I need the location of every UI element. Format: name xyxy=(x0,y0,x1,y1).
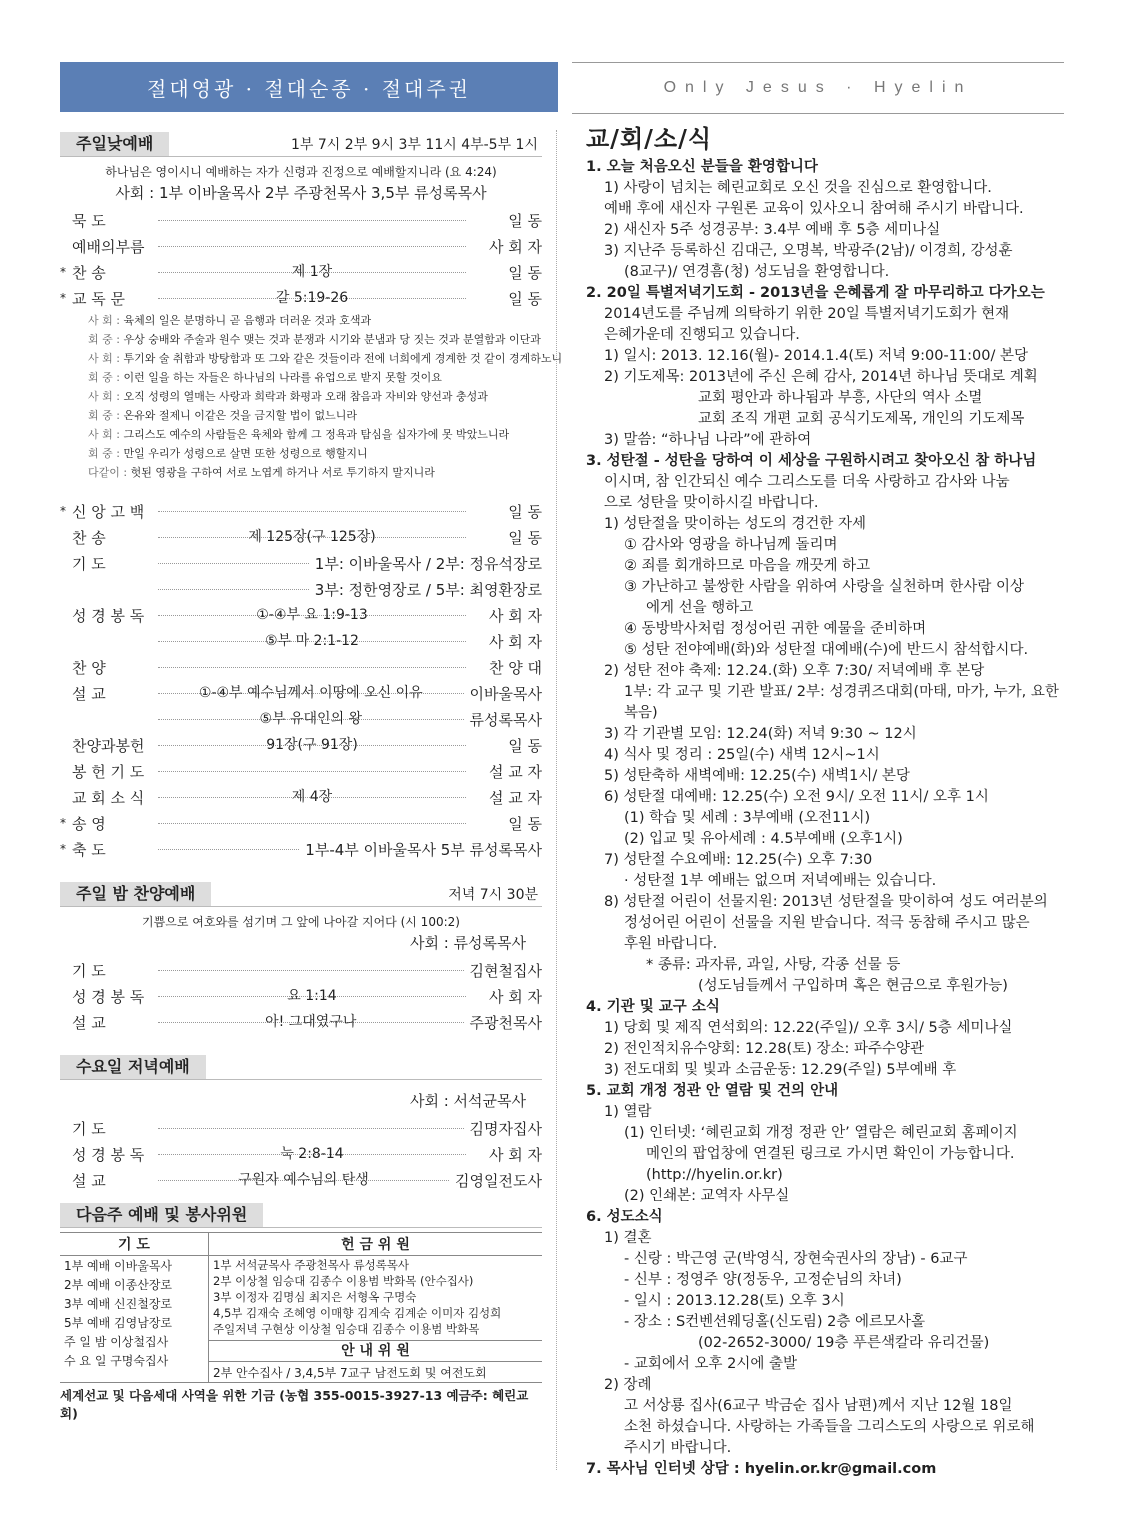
order-person: 사 회 자 xyxy=(488,237,542,256)
dotted-leader xyxy=(158,290,466,306)
news-line: (2) 입교 및 유아세례 : 4.5부예배 (오후1시) xyxy=(624,831,903,847)
news-line: 주시기 바랍니다. xyxy=(624,1440,732,1456)
news-line: 으로 성탄을 맞이하시길 바랍니다. xyxy=(604,495,819,511)
response-text: 그리스도 예수의 사람들은 육체와 함께 그 정욕과 탐심을 십자가에 못 박았느니라 xyxy=(123,428,510,441)
response-line xyxy=(88,368,542,387)
response-line xyxy=(88,387,542,406)
news-line: ④ 동방박사처럼 정성어린 귀한 예물을 준비하며 xyxy=(624,621,927,637)
order-name: 찬 양 xyxy=(72,658,106,677)
order-person: 일 동 xyxy=(508,263,542,282)
order-detail: 제 4장 xyxy=(291,789,333,805)
order-row xyxy=(60,524,542,550)
order-row xyxy=(60,680,542,706)
prayer-list xyxy=(60,1256,209,1383)
order-row xyxy=(60,550,542,576)
news-line: ⑤ 성탄 전야예배(화)와 성탄절 대예배(수)에 반드시 참석합시다. xyxy=(624,642,1029,658)
prayer-head: 기 도 xyxy=(60,1233,209,1256)
dotted-leader xyxy=(158,737,466,753)
dotted-leader xyxy=(158,666,466,668)
news-line: (1) 학습 및 세례 : 3부예배 (오전11시) xyxy=(624,810,871,826)
response-text: 만일 우리가 성령으로 살면 또한 성령으로 행할지니 xyxy=(123,447,368,460)
dotted-leader xyxy=(158,562,309,564)
order-name: 설 교 xyxy=(72,1013,106,1032)
order-person: 1부-4부 이바울목사 5부 류성록목사 xyxy=(305,840,542,859)
news-line: 1) 일시: 2013. 12.16(월)- 2014.1.4(토) 저녁 9:00-11:00/ 본당 xyxy=(604,348,1029,364)
news-line: ② 죄를 회개하므로 마음을 깨끗게 하고 xyxy=(624,558,871,574)
response-text: 오직 성령의 열매는 사랑과 희락과 화평과 오래 참음과 자비와 양선과 충성과 xyxy=(123,390,488,403)
order-name: 교 독 문 xyxy=(72,289,126,308)
order-name: 기 도 xyxy=(72,961,106,980)
order-detail: 아! 그대였구나 xyxy=(265,1014,357,1030)
news-list xyxy=(586,157,1066,1480)
dotted-leader xyxy=(158,1127,464,1129)
wed-header xyxy=(60,1055,542,1080)
news-line: ③ 가난하고 불쌍한 사람을 위하여 사랑을 실천하며 한사람 이상 xyxy=(624,579,1025,595)
news-line: 3) 말씀: “하나님 나라”에 관하여 xyxy=(604,432,812,448)
news-line: 1) 결혼 xyxy=(604,1230,652,1246)
dotted-leader xyxy=(158,607,466,623)
worship-column xyxy=(60,132,563,1422)
dotted-leader xyxy=(158,848,299,850)
news-title: 교/회/소/식 xyxy=(586,124,713,153)
news-line: 후원 바랍니다. xyxy=(624,936,718,952)
news-line: 3. 성탄절 - 성탄을 당하여 이 세상을 구원하시려고 찾아오신 참 하나님 xyxy=(586,453,1037,469)
response-line xyxy=(88,463,542,482)
order-row xyxy=(60,1115,542,1141)
news-line: 3) 각 기관별 모임: 12.24(화) 저녁 9:30 ~ 12시 xyxy=(604,726,917,742)
order-person: 사 회 자 xyxy=(488,606,542,625)
news-line: 이시며, 참 인간되신 예수 그리스도를 더욱 사랑하고 감사와 나눔 xyxy=(604,474,1010,490)
asterisk: * xyxy=(60,842,66,856)
news-line: 메인의 팝업창에 연결된 링크로 가시면 확인이 가능합니다. xyxy=(646,1146,1015,1162)
news-line: - 신부 : 정영주 양(정동우, 고정순님의 차녀) xyxy=(624,1272,902,1288)
news-line: 3) 전도대회 및 빛과 소금운동: 12.29(주일) 5부예배 후 xyxy=(604,1062,957,1078)
prayer-item: 주 일 밤 이상철집사 xyxy=(64,1335,169,1349)
dotted-leader xyxy=(158,789,466,805)
order-row xyxy=(60,758,542,784)
order-row xyxy=(60,706,542,732)
news-line: 1부: 각 교구 및 기관 발표/ 2부: 성경퀴즈대회(마태, 마가, 누가, 요한복음) xyxy=(624,684,1059,721)
order-row xyxy=(60,1167,542,1193)
asterisk: * xyxy=(60,291,66,305)
news-line: (1) 인터넷: ‘혜린교회 개정 정관 안’ 열람은 혜린교회 홈페이지 xyxy=(624,1125,1018,1141)
night-title: 주일 밤 찬양예배 xyxy=(60,882,211,906)
news-line: - 장소 : S컨벤션웨딩홀(신도림) 2층 에르모사홀 xyxy=(624,1314,926,1330)
order-row xyxy=(60,628,542,654)
order-person: 김명자집사 xyxy=(469,1119,542,1138)
dotted-leader xyxy=(158,988,466,1004)
order-detail: ⑤부 유대인의 왕 xyxy=(259,711,363,727)
response-line xyxy=(88,330,542,349)
dotted-leader xyxy=(158,711,464,727)
order-row xyxy=(60,259,542,285)
news-line: 고 서상룡 집사(6교구 박금순 집사 남편)께서 지난 12월 18일 xyxy=(624,1398,1013,1414)
order-row xyxy=(60,957,542,983)
order-name: 성 경 봉 독 xyxy=(72,606,145,625)
wed-host: 사회 : 서석균목사 xyxy=(409,1092,526,1110)
news-line: ① 감사와 영광을 하나님께 돌리며 xyxy=(624,537,838,553)
news-line: 1) 열람 xyxy=(604,1104,652,1120)
order-row xyxy=(60,836,542,862)
order-name: 봉 헌 기 도 xyxy=(72,762,145,781)
order-detail: ①-④부 예수님께서 이땅에 오신 이유 xyxy=(198,685,423,701)
offering-list xyxy=(213,1257,538,1337)
order-row xyxy=(60,732,542,758)
response-line xyxy=(88,444,542,463)
order-row xyxy=(60,810,542,836)
response-lead: 회 중 : xyxy=(88,333,124,346)
response-text: 온유와 절제니 이같은 것을 금지할 법이 없느니라 xyxy=(123,409,357,422)
news-line: 4. 기관 및 교구 소식 xyxy=(586,999,720,1015)
news-line: 2) 새신자 5주 성경공부: 3.4부 예배 후 5층 세미나실 xyxy=(604,222,941,238)
offering-item: 1부 서석균목사 주광천목사 류성록목사 xyxy=(213,1258,410,1272)
dotted-leader xyxy=(158,264,466,280)
news-line: 2) 장례 xyxy=(604,1377,652,1393)
dotted-leader xyxy=(158,770,466,772)
dotted-leader xyxy=(158,633,466,649)
night-order xyxy=(60,957,542,1035)
fund-footer: 세계선교 및 다음세대 사역을 위한 기금 (농협 355-0015-3927-13 예금주: 혜린교회) xyxy=(60,1382,542,1422)
response-lead: 회 중 : xyxy=(88,409,124,422)
news-line: 7. 목사님 인터넷 상담 : hyelin.or.kr@gmail.com xyxy=(586,1461,937,1477)
order-name: 찬 송 xyxy=(72,528,106,547)
order-row xyxy=(60,207,542,233)
response-lead: 사 회 : xyxy=(88,352,124,365)
offering-item: 2부 이상철 임승대 김종수 이용범 박화목 (안수집사) xyxy=(213,1274,474,1288)
response-lead: 사 회 : xyxy=(88,428,124,441)
order-person: 주광천목사 xyxy=(469,1013,542,1032)
tagline xyxy=(572,62,1064,114)
order-row xyxy=(60,576,542,602)
news-line: - 일시 : 2013.12.28(토) 오후 3시 xyxy=(624,1293,845,1309)
order-name: 교 회 소 식 xyxy=(72,788,145,807)
usher-text: 2부 안수집사 / 3,4,5부 7교구 남전도회 및 여전도회 xyxy=(213,1366,487,1380)
news-line: * 종류: 과자류, 과일, 사탕, 각종 선물 등 xyxy=(646,957,901,973)
news-line: 정성어린 어린이 선물을 지원 받습니다. 적극 동참해 주시고 많은 xyxy=(624,915,1030,931)
order-person: 류성록목사 xyxy=(469,710,542,729)
news-line: 6) 성탄절 대예배: 12.25(수) 오전 9시/ 오전 11시/ 오후 1시 xyxy=(604,789,989,805)
night-time: 저녁 7시 30분 xyxy=(448,887,538,903)
prayer-item: 1부 예배 이바울목사 xyxy=(64,1259,173,1273)
dotted-leader xyxy=(158,245,466,247)
news-line: 7) 성탄절 수요예배: 12.25(수) 오후 7:30 xyxy=(604,852,873,868)
order-detail: ①-④부 요 1:9-13 xyxy=(256,607,368,623)
order-row xyxy=(60,602,542,628)
news-column xyxy=(586,124,1066,1480)
dotted-leader xyxy=(158,685,464,701)
dotted-leader xyxy=(158,1014,464,1030)
offering-cell xyxy=(209,1256,543,1383)
news-line: 2) 기도제목: 2013년에 주신 은혜 감사, 2014년 하나님 뜻대로 계획 xyxy=(604,369,1038,385)
asterisk: * xyxy=(60,504,66,518)
order-name: 찬양과봉헌 xyxy=(72,736,145,755)
order-person: 일 동 xyxy=(508,528,542,547)
order-name: 설 교 xyxy=(72,1171,106,1190)
order-detail: ⑤부 마 2:1-12 xyxy=(265,633,359,649)
prayer-item: 2부 예배 이종산장로 xyxy=(64,1278,173,1292)
response-lead: 사 회 : xyxy=(88,390,124,403)
news-line: - 교회에서 오후 2시에 출발 xyxy=(624,1356,797,1372)
response-line xyxy=(88,425,542,444)
order-person: 일 동 xyxy=(508,289,542,308)
response-text: 투기와 술 취함과 방탕함과 또 그와 같은 것들이라 전에 너희에게 경계한 것 같이 경계하노니 xyxy=(123,352,563,365)
column-divider xyxy=(556,130,557,1470)
offering-item: 주일저녁 구현상 이상철 임승대 김종수 이용범 박화목 xyxy=(213,1322,480,1336)
order-person: 설 교 자 xyxy=(488,762,542,781)
order-row xyxy=(60,1141,542,1167)
response-text: 우상 숭배와 주술과 원수 맺는 것과 분쟁과 시기와 분냄과 당 짓는 것과 분열함과 이단과 xyxy=(123,333,541,346)
response-text: 육체의 일은 분명하니 곧 음행과 더러운 것과 호색과 xyxy=(123,314,372,327)
motto-text: 절대영광 · 절대순종 · 절대주권 xyxy=(147,76,471,101)
news-line: 2) 성탄 전야 축제: 12.24.(화) 오후 7:30/ 저녁예배 후 본당 xyxy=(604,663,985,679)
order-person: 김현철집사 xyxy=(469,961,542,980)
order-name: 찬 송 xyxy=(72,263,106,282)
news-line: 2) 전인적치유수양회: 12.28(토) 장소: 파주수양관 xyxy=(604,1041,925,1057)
news-line: 1. 오늘 처음오신 분들을 환영합니다 xyxy=(586,159,818,175)
dotted-leader xyxy=(158,822,466,824)
order-name: 예배의부름 xyxy=(72,237,145,256)
sunday-verse: 하나님은 영이시니 예배하는 자가 신령과 진정으로 예배할지니라 (요 4:24) xyxy=(105,165,497,179)
order-row xyxy=(60,233,542,259)
asterisk: * xyxy=(60,265,66,279)
offering-item: 3부 이정자 김명심 최지은 서형옥 구명숙 xyxy=(213,1290,417,1304)
order-name: 성 경 봉 독 xyxy=(72,987,145,1006)
news-line: 3) 지난주 등록하신 김대근, 오명복, 박광주(2남)/ 이경희, 강성훈 xyxy=(604,243,1013,259)
order-person: 1부: 이바울목사 / 2부: 정유석장로 xyxy=(314,554,542,573)
order-person: 일 동 xyxy=(508,502,542,521)
news-line: - 신랑 : 박근영 군(박영식, 장현숙권사의 장남) - 6교구 xyxy=(624,1251,968,1267)
order-list-2 xyxy=(60,498,542,862)
order-person: 김영일전도사 xyxy=(455,1171,542,1190)
duty-title: 다음주 예배 및 봉사위원 xyxy=(60,1203,263,1227)
dotted-leader xyxy=(158,219,466,221)
news-line: (8교구)/ 연경흠(청) 성도님을 환영합니다. xyxy=(624,264,890,280)
news-line: · 성탄절 1부 예배는 없으며 저녁예배는 있습니다. xyxy=(624,873,937,889)
order-list-1 xyxy=(60,207,542,311)
dotted-leader xyxy=(158,510,466,512)
order-row xyxy=(60,784,542,810)
sunday-title: 주일낮예배 xyxy=(60,132,169,156)
order-row xyxy=(60,285,542,311)
tagline-text: Only Jesus · Hyelin xyxy=(663,79,973,96)
order-name: 송 영 xyxy=(72,814,106,833)
dotted-leader xyxy=(158,588,309,590)
order-person: 일 동 xyxy=(508,736,542,755)
news-line: 8) 성탄절 어린이 선물지원: 2013년 성탄절을 맞이하여 성도 여러분의 xyxy=(604,894,1048,910)
motto-banner xyxy=(60,62,558,112)
order-name: 축 도 xyxy=(72,840,106,859)
night-host: 사회 : 류성록목사 xyxy=(409,934,526,952)
order-person: 일 동 xyxy=(508,814,542,833)
order-detail: 구원자 예수님의 탄생 xyxy=(238,1172,369,1188)
order-person: 3부: 정한영장로 / 5부: 최영환장로 xyxy=(314,580,542,599)
news-line: 교회 평안과 하나됨과 부흥, 사단의 역사 소멸 xyxy=(698,390,983,406)
order-person: 사 회 자 xyxy=(488,987,542,1006)
order-name: 신 앙 고 백 xyxy=(72,502,145,521)
order-detail: 91장(구 91장) xyxy=(266,737,358,753)
dotted-leader xyxy=(158,529,466,545)
news-line: 소천 하셨습니다. 사랑하는 가족들을 그리스도의 사랑으로 위로해 xyxy=(624,1419,1035,1435)
order-person: 사 회 자 xyxy=(488,1145,542,1164)
responsive-reading xyxy=(88,311,563,482)
order-person: 일 동 xyxy=(508,211,542,230)
order-row xyxy=(60,654,542,680)
news-line: 1) 사랑이 넘치는 혜린교회로 오신 것을 진심으로 환영합니다. xyxy=(604,180,992,196)
order-person: 찬 양 대 xyxy=(488,658,542,677)
news-line: 1) 성탄절을 맞이하는 성도의 경건한 자세 xyxy=(604,516,867,532)
news-line: (2) 인쇄본: 교역자 사무실 xyxy=(624,1188,790,1204)
duty-header xyxy=(60,1203,542,1228)
prayer-item: 수 요 일 구명숙집사 xyxy=(64,1354,169,1368)
news-line: 에게 선을 행하고 xyxy=(646,600,754,616)
news-line: 4) 식사 및 정리 : 25일(수) 새벽 12시~1시 xyxy=(604,747,880,763)
duty-table xyxy=(60,1232,542,1422)
order-detail: 갈 5:19-26 xyxy=(275,290,349,306)
sunday-host: 사회 : 1부 이바울목사 2부 주광천목사 3,5부 류성록목사 xyxy=(115,184,487,202)
response-text: 헛된 영광을 구하여 서로 노엽게 하거나 서로 투기하지 말지니라 xyxy=(130,466,435,479)
news-line: 6. 성도소식 xyxy=(586,1209,663,1225)
order-name: 설 교 xyxy=(72,684,106,703)
offering-item: 4,5부 김재숙 조혜영 이매향 김계숙 김계순 이미자 김성희 xyxy=(213,1306,502,1320)
dotted-leader xyxy=(158,1172,449,1188)
order-row xyxy=(60,983,542,1009)
night-verse: 기쁨으로 여호와를 섬기며 그 앞에 나아갈 지어다 (시 100:2) xyxy=(142,915,460,929)
order-name: 기 도 xyxy=(72,1119,106,1138)
wed-order xyxy=(60,1115,542,1193)
news-line: (02-2652-3000/ 19층 푸른색칼라 유리건물) xyxy=(698,1335,990,1351)
offering-head: 헌 금 위 원 xyxy=(209,1233,543,1256)
order-detail: 눅 2:8-14 xyxy=(280,1146,344,1162)
order-row xyxy=(60,1009,542,1035)
response-line xyxy=(88,311,542,330)
order-row xyxy=(60,498,542,524)
prayer-item: 5부 예배 김영남장로 xyxy=(64,1316,173,1330)
order-person: 사 회 자 xyxy=(488,632,542,651)
order-person: 이바울목사 xyxy=(469,684,542,703)
news-line: 1) 당회 및 제직 연석회의: 12.22(주일)/ 오후 3시/ 5층 세미나실 xyxy=(604,1020,1013,1036)
order-detail: 제 125장(구 125장) xyxy=(248,529,376,545)
response-lead: 다같이 : xyxy=(88,466,131,479)
response-lead: 회 중 : xyxy=(88,371,124,384)
response-line xyxy=(88,406,542,425)
order-person: 설 교 자 xyxy=(488,788,542,807)
prayer-item: 3부 예배 신진철장로 xyxy=(64,1297,173,1311)
order-name: 기 도 xyxy=(72,554,106,573)
response-text: 이런 일을 하는 자들은 하나님의 나라를 유업으로 받지 못할 것이요 xyxy=(123,371,442,384)
sunday-header xyxy=(60,132,542,157)
order-name: 묵 도 xyxy=(72,211,106,230)
news-line: 5. 교회 개정 정관 안 열람 및 건의 안내 xyxy=(586,1083,839,1099)
night-header xyxy=(60,882,542,907)
news-line: (성도님들께서 구입하며 혹은 현금으로 후원가능) xyxy=(698,978,1008,994)
news-line: 교회 조직 개편 교회 공식기도제목, 개인의 기도제목 xyxy=(698,411,1025,427)
dotted-leader xyxy=(158,969,464,971)
usher-head: 안 내 위 원 xyxy=(209,1340,542,1362)
news-line: 예배 후에 새신자 구원론 교육이 있사오니 참여해 주시기 바랍니다. xyxy=(604,201,1024,217)
response-line xyxy=(88,349,563,368)
response-lead: 사 회 : xyxy=(88,314,124,327)
asterisk: * xyxy=(60,816,66,830)
news-line: (http://hyelin.or.kr) xyxy=(646,1167,783,1183)
dotted-leader xyxy=(158,1146,466,1162)
order-detail: 제 1장 xyxy=(291,264,333,280)
news-line: 5) 성탄축하 새벽예배: 12.25(수) 새벽1시/ 본당 xyxy=(604,768,910,784)
order-name: 성 경 봉 독 xyxy=(72,1145,145,1164)
sunday-times: 1부 7시 2부 9시 3부 11시 4부-5부 1시 xyxy=(291,137,538,153)
news-line: 2. 20일 특별저녁기도회 - 2013년을 은혜롭게 잘 마무리하고 다가오는 xyxy=(586,285,1045,301)
news-line: 2014년도를 주님께 의탁하기 위한 20일 특별저녁기도회가 현재 xyxy=(604,306,1010,322)
wed-title: 수요일 저녁예배 xyxy=(60,1055,206,1079)
response-lead: 회 중 : xyxy=(88,447,124,460)
order-detail: 요 1:14 xyxy=(287,988,337,1004)
news-line: 은혜가운데 진행되고 있습니다. xyxy=(604,327,800,343)
